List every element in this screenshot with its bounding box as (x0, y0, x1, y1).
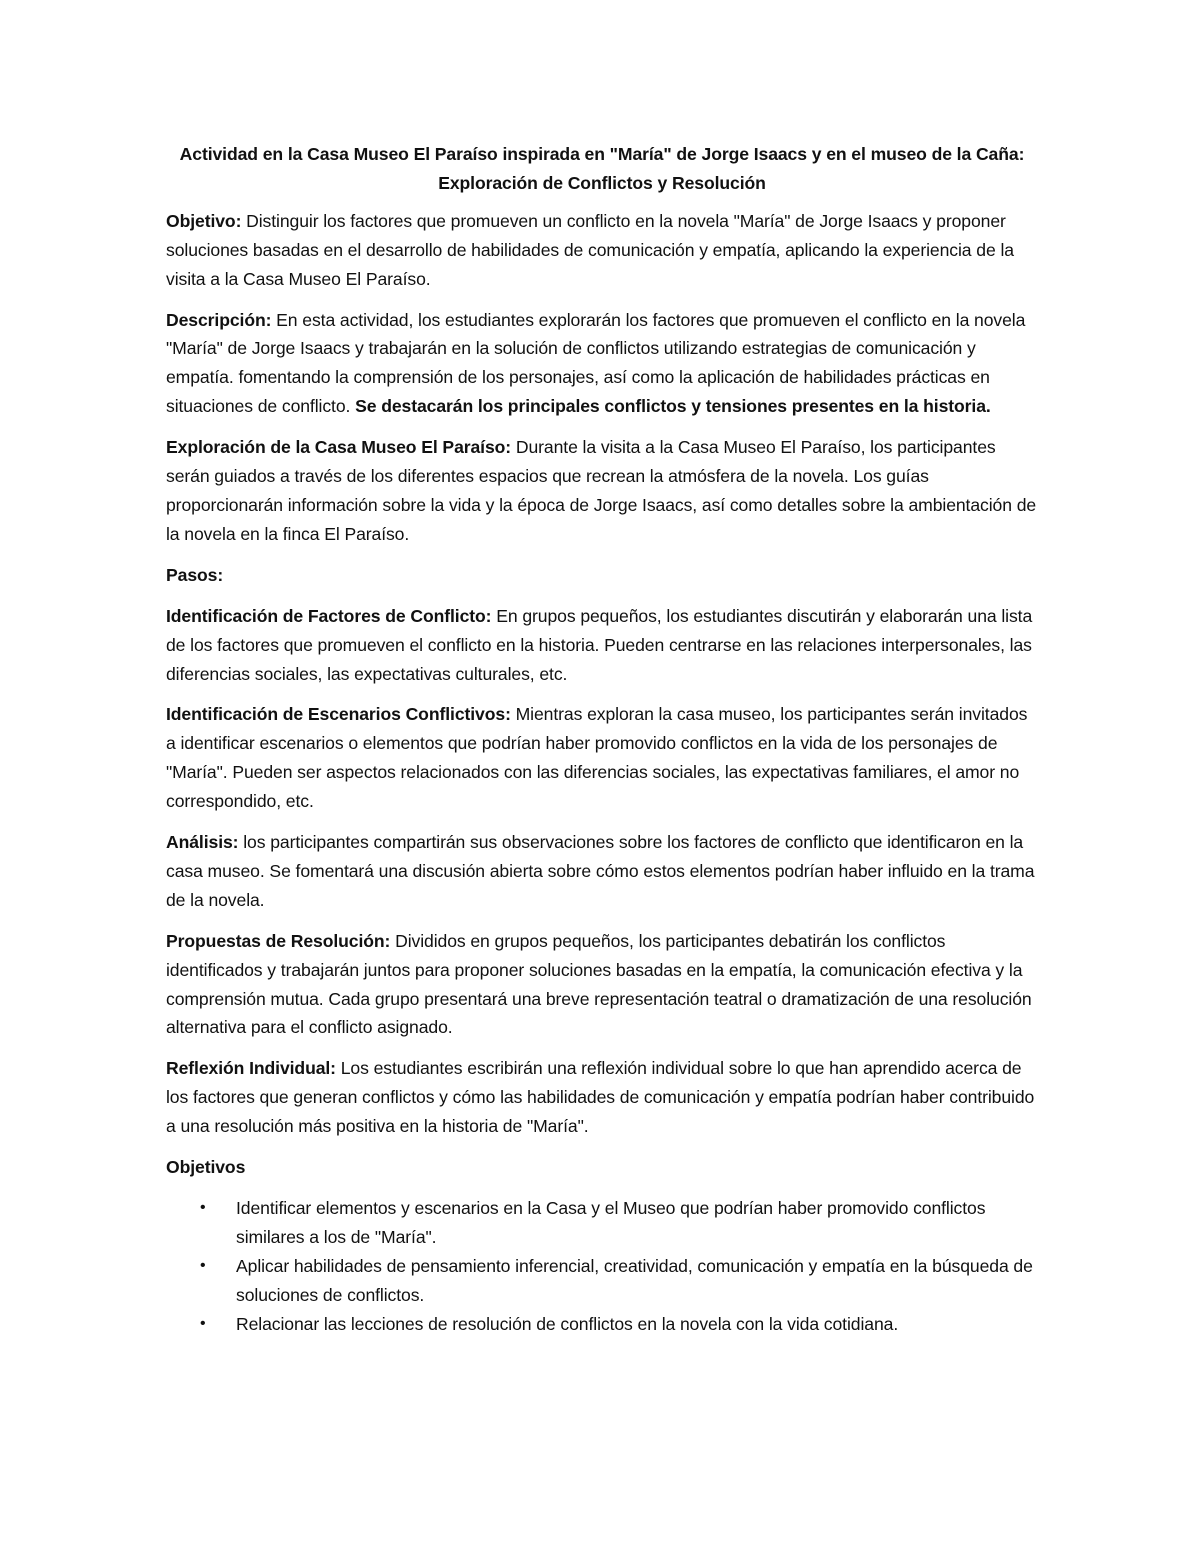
paso-label: Propuestas de Resolución: (166, 930, 391, 951)
bullet-icon: • (200, 1314, 206, 1332)
paso-text: Mientras exploran la casa museo, los participantes serán invitados a identificar escenarios o elementos que podrían haber promovido conflictos en la vida de los personajes de "María". Pueden ser aspectos relacionados con las diferencias sociales, las expectativas familiares, el amor no correspondido, etc. (166, 704, 1028, 812)
exploracion-paragraph (166, 433, 1038, 549)
list-item-text: Relacionar las lecciones de resolución de conflictos en la novela con la vida cotidiana. (236, 1313, 899, 1334)
objetivo-text: Distinguir los factores que promueven un conflicto en la novela "María" de Jorge Isaacs y proponer soluciones basadas en el desarrollo de habilidades de comunicación y empatía, aplicando la experiencia de la visita a la Casa Museo El Paraíso. (166, 210, 1014, 289)
descripcion-label: Descripción: (166, 309, 272, 330)
paso-label: Análisis: (166, 832, 239, 853)
paso-label: Reflexión Individual: (166, 1058, 336, 1079)
descripcion-paragraph (166, 306, 1038, 422)
pasos-heading: Pasos: (166, 564, 224, 585)
exploracion-label: Exploración de la Casa Museo El Paraíso: (166, 437, 512, 458)
objetivo-label: Objetivo: (166, 210, 242, 231)
list-item (166, 1252, 1038, 1310)
paso-text: Divididos en grupos pequeños, los participantes debatirán los conflictos identificados y trabajarán juntos para proponer soluciones basadas en la empatía, la comunicación efectiva y la comprensión mutua. Cada grupo presentará una breve representación teatral o dramatización de una resolución alternativa para el conflicto asignado. (166, 930, 1032, 1038)
paso-text: los participantes compartirán sus observaciones sobre los factores de conflicto que identificaron en la casa museo. Se fomentará una discusión abierta sobre cómo estos elementos podrían haber influido en la trama de la novela. (166, 832, 1035, 910)
bullet-icon: • (200, 1199, 206, 1216)
list-item (166, 1310, 1038, 1339)
document-title: Actividad en la Casa Museo El Paraíso inspirada en "María" de Jorge Isaacs y en el museo de la Caña: Exploración de Conflictos y Resolución (179, 144, 1025, 193)
descripcion-text: En esta actividad, los estudiantes explorarán los factores que promueven el conflicto en la novela "María" de Jorge Isaacs y trabajarán en la solución de conflictos utilizando estrategias de comunicación y empatía. fomentando la comprensión de los personajes, así como la aplicación de habilidades prácticas en situaciones de conflicto. (166, 309, 1026, 417)
list-item-text: Aplicar habilidades de pensamiento inferencial, creatividad, comunicación y empatía en la búsqueda de soluciones de conflictos. (236, 1255, 1033, 1305)
exploracion-text: Durante la visita a la Casa Museo El Paraíso, los participantes serán guiados a través de los diferentes espacios que recrean la atmósfera de la novela. Los guías proporcionarán información sobre la vida y la época de Jorge Isaacs, así como detalles sobre la ambientación de la novela en la finca El Paraíso. (166, 437, 1037, 544)
descripcion-bold-tail: Se destacarán los principales conflictos y tensiones presentes en la historia. (355, 396, 991, 417)
document-body (166, 140, 1038, 1339)
paso-text: Los estudiantes escribirán una reflexión individual sobre lo que han aprendido acerca de los factores que generan conflictos y cómo las habilidades de comunicación y empatía podrían haber contribuido a una resolución más positiva en la historia de "María". (166, 1058, 1035, 1137)
paso-paragraph-reflexion (166, 1054, 1038, 1141)
bullet-icon: • (200, 1256, 206, 1274)
paso-paragraph-analisis (166, 828, 1038, 915)
paso-paragraph-factores (166, 602, 1038, 689)
list-item-text: Identificar elementos y escenarios en la Casa y el Museo que podrían haber promovido conflictos similares a los de "María". (236, 1198, 986, 1247)
list-item (166, 1194, 1038, 1252)
objetivo-paragraph (166, 207, 1038, 294)
paso-label: Identificación de Escenarios Conflictivos: (166, 704, 511, 725)
paso-paragraph-escenarios (166, 700, 1038, 816)
objetivos-heading: Objetivos (166, 1157, 246, 1178)
paso-text: En grupos pequeños, los estudiantes discutirán y elaborarán una lista de los factores que promueven el conflicto en la historia. Pueden centrarse en las relaciones interpersonales, las diferencias sociales, las expectativas culturales, etc. (166, 605, 1033, 684)
objetivos-list (166, 1194, 1038, 1339)
paso-paragraph-propuestas (166, 927, 1038, 1043)
paso-label: Identificación de Factores de Conflicto: (166, 605, 492, 626)
